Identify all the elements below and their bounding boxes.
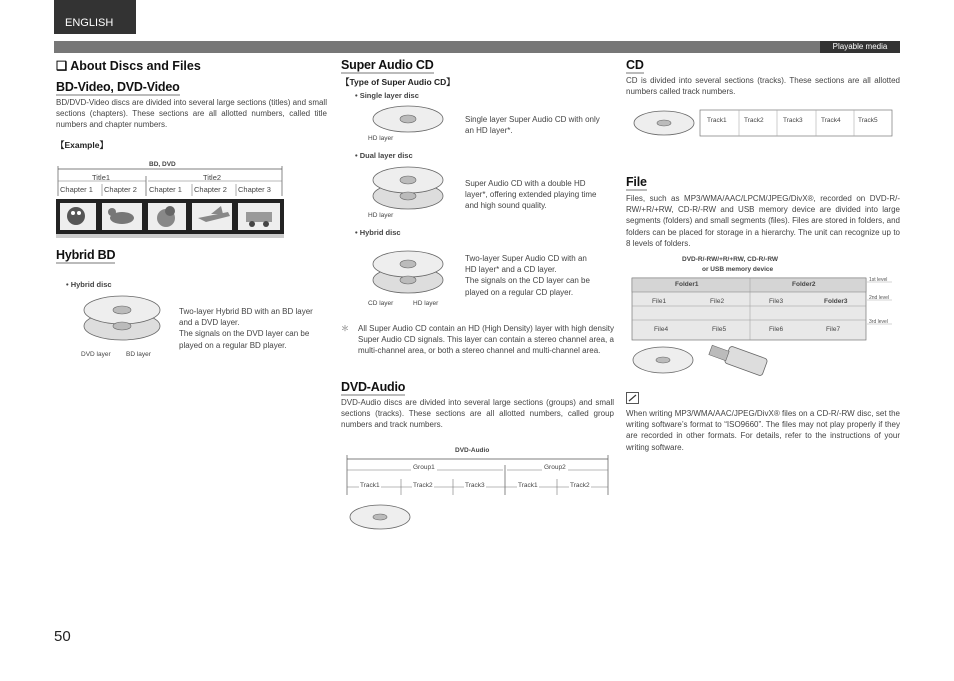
about-discs-title: ❑ About Discs and Files xyxy=(56,59,201,73)
group2-label: Group2 xyxy=(544,464,566,471)
cd-track-label: Track4 xyxy=(821,117,841,124)
file-label: File2 xyxy=(710,298,725,305)
file-diagram-title-line1: DVD-R/-RW/+R/+RW, CD-R/-RW xyxy=(682,256,779,263)
cd-track-diagram xyxy=(632,106,894,140)
file-label: File5 xyxy=(712,326,727,333)
file-label: File7 xyxy=(826,326,841,333)
dual-layer-disc-icon xyxy=(372,164,444,214)
cd-track-label: Track2 xyxy=(744,117,764,124)
section-tag: Playable media xyxy=(820,41,900,53)
folder2-label: Folder2 xyxy=(792,281,816,288)
hybrid-bd-disc-icon xyxy=(82,292,162,354)
cd-track-label: Track1 xyxy=(707,117,727,124)
file-heading: File xyxy=(626,175,647,189)
page-number: 50 xyxy=(54,628,71,645)
track-label: Track1 xyxy=(518,482,538,489)
track-label: Track1 xyxy=(360,482,380,489)
file-hierarchy-diagram xyxy=(630,254,900,382)
title1-label: Title1 xyxy=(92,173,111,182)
chapter-label: Chapter 1 xyxy=(60,185,93,194)
track-label: Track2 xyxy=(413,482,433,489)
hd-layer-label: HD layer xyxy=(413,300,439,307)
track-label: Track3 xyxy=(465,482,485,489)
cd-layer-label: CD layer xyxy=(368,300,394,307)
group1-label: Group1 xyxy=(413,464,435,471)
pencil-icon xyxy=(626,392,639,404)
hd-layer-label: HD layer xyxy=(368,212,394,219)
language-tab: ENGLISH xyxy=(54,0,136,34)
chapter-label: Chapter 3 xyxy=(238,185,271,194)
dual-layer-label: • Dual layer disc xyxy=(355,151,413,160)
sacd-heading: Super Audio CD xyxy=(341,58,434,72)
dvd-audio-top-label: DVD-Audio xyxy=(455,447,490,454)
title-chapter-diagram xyxy=(56,156,286,240)
file-diagram-lines xyxy=(630,254,900,382)
chapter-label: Chapter 2 xyxy=(194,185,227,194)
hd-layer-label: HD layer xyxy=(368,135,394,142)
note-mark: ＊ xyxy=(341,324,349,333)
level-label: 3rd level xyxy=(869,319,888,325)
dvd-audio-diagram xyxy=(345,443,610,533)
single-layer-body: Single layer Super Audio CD with only an HD layer*. xyxy=(465,115,600,136)
sacd-note: All Super Audio CD contain an HD (High Density) layer with high density Super Audio CD signals. This layer can contain a stereo channel area, a multi-channel area, or both a stereo channel and multi-channel area. xyxy=(358,324,614,356)
title2-label: Title2 xyxy=(203,173,222,182)
chapter-label: Chapter 1 xyxy=(149,185,182,194)
file-label: File1 xyxy=(652,298,667,305)
writing-note: When writing MP3/WMA/AAC/JPEG/DivX® files on a CD-R/-RW disc, set the writing software’s format to “ISO9660”. The files may not play properly if they are recorded in other formats. For details, refer to the instructions of your writing software. xyxy=(626,409,900,452)
file-label: File4 xyxy=(654,326,669,333)
bd-layer-label: BD layer xyxy=(126,351,151,358)
file-body: Files, such as MP3/WMA/AAC/LPCM/JPEG/DivX®, recorded on DVD-R/-RW/+R/+RW, CD-R/-RW and USB memory device are divided into large segments (folders) and small segments (files). Files are stored in folders, and folders can be placed for storage in a hierarchy. The unit can recognize up to 8 levels of folders. xyxy=(626,194,900,248)
chapter-label: Chapter 2 xyxy=(104,185,137,194)
cd-heading: CD xyxy=(626,58,644,72)
file-label: File6 xyxy=(769,326,784,333)
hybrid-disc-label: • Hybrid disc xyxy=(66,280,112,289)
cd-track-label: Track5 xyxy=(858,117,878,124)
cd-track-label: Track3 xyxy=(783,117,803,124)
file-label: File3 xyxy=(769,298,784,305)
sacd-hybrid-label: • Hybrid disc xyxy=(355,228,401,237)
level-label: 2nd level xyxy=(869,295,890,301)
folder1-label: Folder1 xyxy=(675,281,699,288)
diagram-lines xyxy=(56,156,286,240)
example-label: 【Example】 xyxy=(56,140,108,150)
level-label: 1st level xyxy=(869,277,888,283)
bd-video-heading: BD-Video, DVD-Video xyxy=(56,80,180,94)
bd-video-body: BD/DVD-Video discs are divided into several large sections (titles) and small sections (chapters). These sections are all allotted numbers, called title numbers and chapter numbers. xyxy=(56,98,327,130)
single-layer-label: • Single layer disc xyxy=(355,91,419,100)
single-layer-disc-icon xyxy=(372,103,444,137)
track-label: Track2 xyxy=(570,482,590,489)
dual-layer-body: Super Audio CD with a double HD layer*, offering extended playing time and high sound quality. xyxy=(465,179,597,211)
dvd-layer-label: DVD layer xyxy=(81,351,111,358)
sacd-type-label: 【Type of Super Audio CD】 xyxy=(341,77,455,87)
dvd-audio-heading: DVD-Audio xyxy=(341,380,406,394)
file-diagram-title-line2: or USB memory device xyxy=(702,266,774,273)
hybrid-bd-heading: Hybrid BD xyxy=(56,248,116,262)
header-bar xyxy=(54,41,900,53)
cd-body: CD is divided into several sections (tracks). These sections are all allotted numbers called track numbers. xyxy=(626,76,900,97)
folder3-label: Folder3 xyxy=(824,298,848,305)
diagram-top-label: BD, DVD xyxy=(149,161,176,168)
sacd-hybrid-disc-icon xyxy=(372,248,444,298)
sacd-hybrid-body: Two-layer Super Audio CD with an HD layer* and a CD layer. The signals on the CD layer can be played on a regular CD player. xyxy=(465,254,590,297)
dvd-audio-body: DVD-Audio discs are divided into several large sections (groups) and small sections (tracks). These sections are all allotted numbers, called group numbers and track numbers. xyxy=(341,398,614,430)
hybrid-bd-body: Two-layer Hybrid BD with an BD layer and a DVD layer. The signals on the DVD layer can be played on a regular BD player. xyxy=(179,307,313,350)
